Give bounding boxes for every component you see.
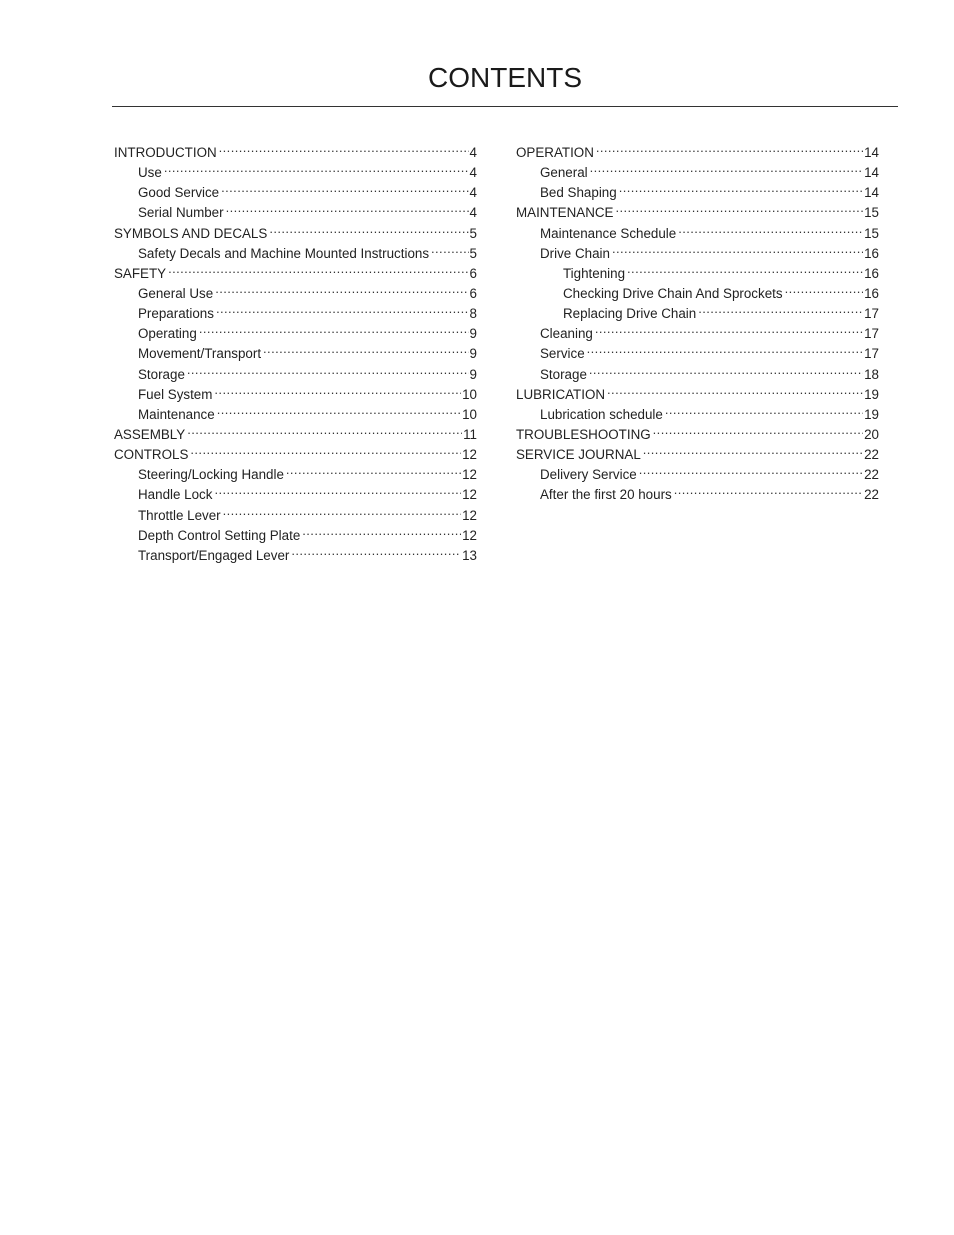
page-title: CONTENTS bbox=[428, 62, 582, 93]
toc-entry-label: Storage bbox=[540, 366, 587, 382]
toc-entry-page-number: 16 bbox=[864, 285, 879, 301]
dot-leader bbox=[263, 338, 469, 358]
dot-leader bbox=[217, 399, 461, 419]
toc-entry-label: Service bbox=[540, 346, 585, 362]
dot-leader bbox=[302, 520, 461, 540]
dot-leader bbox=[223, 500, 461, 520]
toc-entry-page-number: 14 bbox=[864, 145, 879, 160]
toc-entry-label: Bed Shaping bbox=[540, 185, 617, 201]
toc-entry-page-number: 17 bbox=[864, 326, 879, 342]
toc-entry-label: Drive Chain bbox=[540, 245, 610, 261]
toc-entry-page-number: 4 bbox=[469, 185, 477, 201]
toc-entry-label: SAFETY bbox=[114, 265, 167, 281]
dot-leader bbox=[199, 318, 469, 338]
dot-leader bbox=[168, 258, 468, 278]
toc-right-column bbox=[516, 137, 879, 503]
toc-entry[interactable] bbox=[114, 258, 477, 281]
dot-leader bbox=[665, 399, 863, 419]
toc-entry-label: MAINTENANCE bbox=[516, 205, 614, 221]
toc-entry-page-number: 15 bbox=[864, 225, 879, 241]
toc-entry-label: Storage bbox=[138, 366, 185, 382]
dot-leader bbox=[589, 359, 863, 379]
toc-entry-page-number: 8 bbox=[469, 306, 477, 322]
toc-entry-label: Fuel System bbox=[138, 386, 213, 402]
toc-entry-page-number: 14 bbox=[864, 165, 879, 181]
dot-leader bbox=[639, 459, 863, 479]
dot-leader bbox=[215, 278, 468, 298]
toc-entry-page-number: 4 bbox=[469, 205, 477, 221]
dot-leader bbox=[619, 177, 863, 197]
toc-entry-page-number: 4 bbox=[469, 145, 477, 160]
toc-entry-label: SERVICE JOURNAL bbox=[516, 447, 641, 463]
toc-entry-label: Lubrication schedule bbox=[540, 406, 663, 422]
toc-entry-label: Throttle Lever bbox=[138, 507, 221, 523]
toc-entry-page-number: 6 bbox=[469, 285, 477, 301]
toc-entry-label: Steering/Locking Handle bbox=[138, 467, 284, 483]
toc-entry-page-number: 20 bbox=[864, 426, 879, 442]
dot-leader bbox=[612, 238, 863, 258]
toc-entry-label: CONTROLS bbox=[114, 447, 189, 463]
toc-entry[interactable] bbox=[516, 137, 879, 160]
toc-entry-label: OPERATION bbox=[516, 145, 594, 160]
dot-leader bbox=[590, 157, 863, 177]
dot-leader bbox=[607, 379, 863, 399]
dot-leader bbox=[291, 540, 461, 560]
dot-leader bbox=[595, 318, 863, 338]
toc-entry-page-number: 22 bbox=[864, 467, 879, 483]
toc-entry-label: ASSEMBLY bbox=[114, 426, 186, 442]
toc-entry-label: Handle Lock bbox=[138, 487, 213, 503]
toc-entry-label: Safety Decals and Machine Mounted Instructions bbox=[138, 245, 430, 261]
dot-leader bbox=[431, 238, 469, 258]
dot-leader bbox=[221, 177, 468, 197]
toc-entry-page-number: 6 bbox=[469, 265, 477, 281]
toc-entry-label: Tightening bbox=[563, 265, 626, 281]
toc-entry-page-number: 11 bbox=[463, 426, 477, 442]
toc-entry-page-number: 5 bbox=[469, 225, 477, 241]
dot-leader bbox=[615, 197, 863, 217]
toc-entry-page-number: 9 bbox=[469, 346, 477, 362]
toc-entry-page-number: 9 bbox=[469, 366, 477, 382]
dot-leader bbox=[698, 298, 863, 318]
toc-entry-label: Replacing Drive Chain bbox=[563, 306, 697, 322]
toc-entry-label: General Use bbox=[138, 285, 214, 301]
toc-entry-page-number: 12 bbox=[462, 487, 477, 503]
dot-leader bbox=[214, 479, 461, 499]
toc-entry-label: Maintenance Schedule bbox=[540, 225, 677, 241]
dot-leader bbox=[653, 419, 863, 439]
toc-entry-page-number: 17 bbox=[864, 306, 879, 322]
dot-leader bbox=[187, 419, 462, 439]
dot-leader bbox=[596, 137, 863, 157]
toc-entry[interactable] bbox=[114, 137, 477, 160]
toc-entry-label: Movement/Transport bbox=[138, 346, 262, 362]
toc-entry-label: Delivery Service bbox=[540, 467, 637, 483]
toc-entry-page-number: 9 bbox=[469, 326, 477, 342]
title-divider bbox=[112, 106, 898, 107]
toc-entry-label: INTRODUCTION bbox=[114, 145, 217, 160]
dot-leader bbox=[164, 157, 469, 177]
toc-entry-label: Serial Number bbox=[138, 205, 224, 221]
toc-entry-label: Operating bbox=[138, 326, 197, 342]
toc-entry-page-number: 12 bbox=[462, 447, 477, 463]
toc-entry-label: After the first 20 hours bbox=[540, 487, 672, 503]
dot-leader bbox=[785, 278, 864, 298]
dot-leader bbox=[674, 479, 863, 499]
dot-leader bbox=[587, 338, 863, 358]
dot-leader bbox=[643, 439, 863, 459]
toc-entry-page-number: 22 bbox=[864, 447, 879, 463]
toc-entry-label: Depth Control Setting Plate bbox=[138, 527, 301, 543]
toc-entry-label: Preparations bbox=[138, 306, 214, 322]
toc-entry[interactable] bbox=[114, 157, 477, 181]
toc-entry-page-number: 16 bbox=[864, 265, 879, 281]
toc-entry-page-number: 12 bbox=[462, 467, 477, 483]
dot-leader bbox=[214, 379, 461, 399]
toc-entry-label: Good Service bbox=[138, 185, 220, 201]
dot-leader bbox=[627, 258, 863, 278]
dot-leader bbox=[187, 359, 469, 379]
toc-entry[interactable] bbox=[114, 278, 477, 301]
toc-entry-page-number: 15 bbox=[864, 205, 879, 221]
toc-entry-page-number: 18 bbox=[864, 366, 879, 382]
toc-entry-label: Transport/Engaged Lever bbox=[138, 547, 290, 563]
toc-entry-page-number: 19 bbox=[864, 406, 879, 422]
toc-entry-page-number: 16 bbox=[864, 245, 879, 261]
dot-leader bbox=[226, 197, 469, 217]
toc-entry-label: Use bbox=[138, 165, 162, 181]
toc-entry-page-number: 10 bbox=[462, 386, 477, 402]
toc-entry-page-number: 12 bbox=[462, 527, 477, 543]
toc-entry-label: SYMBOLS AND DECALS bbox=[114, 225, 268, 241]
toc-entry-page-number: 4 bbox=[469, 165, 477, 181]
dot-leader bbox=[216, 298, 469, 318]
toc-entry-label: General bbox=[540, 165, 588, 181]
toc-entry-page-number: 13 bbox=[462, 547, 477, 563]
toc-entry-page-number: 17 bbox=[864, 346, 879, 362]
toc-entry-page-number: 22 bbox=[864, 487, 879, 503]
toc-entry-label: LUBRICATION bbox=[516, 386, 606, 402]
toc-entry-page-number: 10 bbox=[462, 406, 477, 422]
toc-entry-page-number: 5 bbox=[469, 245, 477, 261]
dot-leader bbox=[286, 459, 461, 479]
toc-entry-page-number: 12 bbox=[462, 507, 477, 523]
toc-entry-page-number: 19 bbox=[864, 386, 879, 402]
toc-left-column bbox=[114, 137, 477, 563]
toc-entry-label: TROUBLESHOOTING bbox=[516, 426, 651, 442]
toc-entry-page-number: 14 bbox=[864, 185, 879, 201]
toc-entry-label: Cleaning bbox=[540, 326, 593, 342]
toc-entry-label: Maintenance bbox=[138, 406, 215, 422]
toc-entry-label: Checking Drive Chain And Sprockets bbox=[563, 285, 783, 301]
dot-leader bbox=[269, 218, 468, 238]
toc-entry[interactable] bbox=[114, 177, 477, 201]
dot-leader bbox=[190, 439, 461, 459]
dot-leader bbox=[219, 137, 469, 157]
dot-leader bbox=[678, 218, 863, 238]
